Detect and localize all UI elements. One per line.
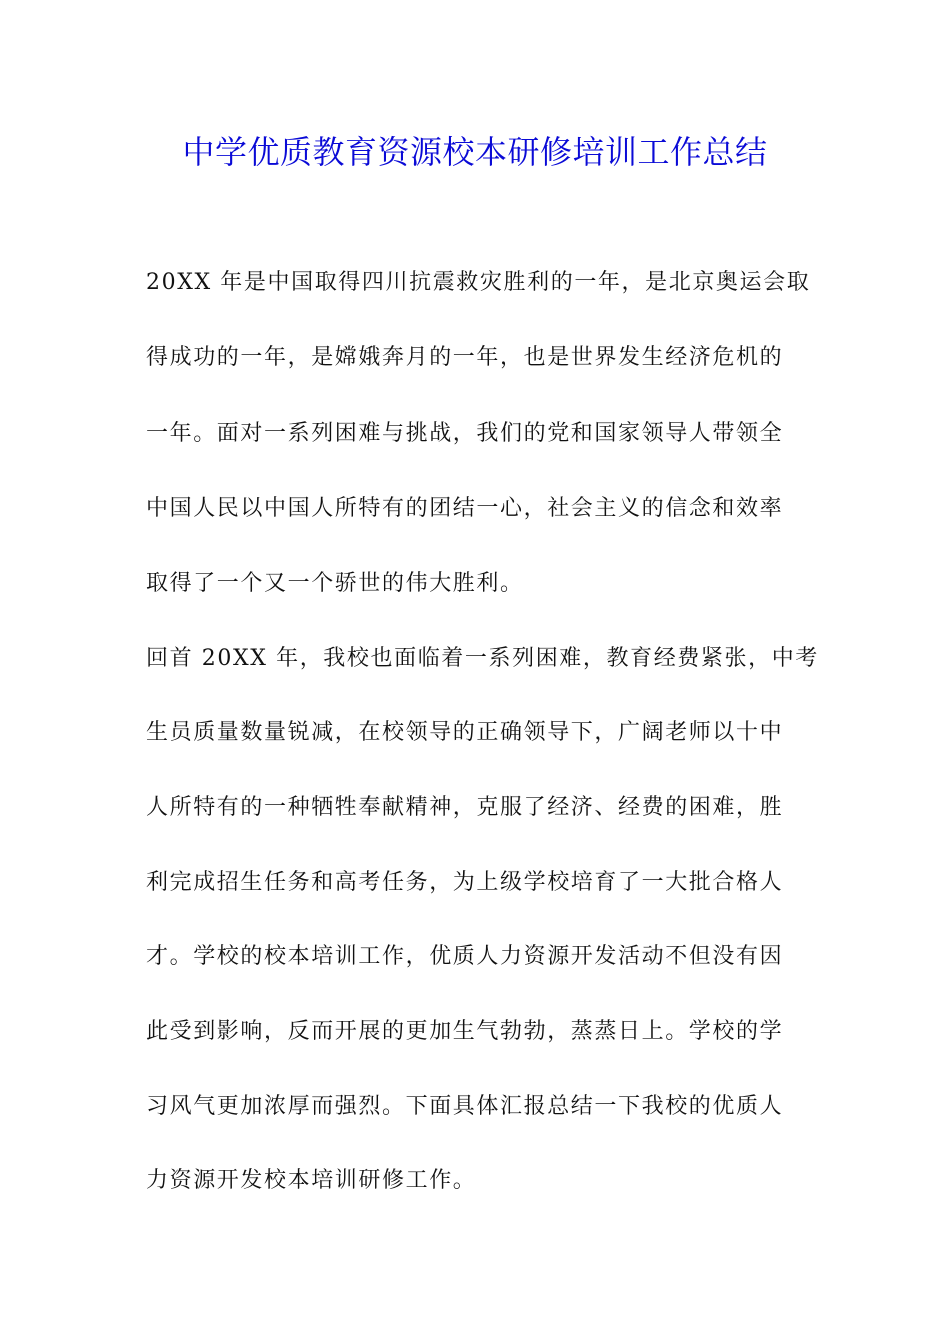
paragraph-line: 得成功的一年，是嫦娥奔月的一年，也是世界发生经济危机的	[146, 345, 784, 370]
paragraph-line: 人所特有的一种牺牲奉献精神，克服了经济、经费的困难，胜	[146, 795, 784, 820]
paragraph-line: 才。学校的校本培训工作，优质人力资源开发活动不但没有因	[146, 944, 784, 969]
paragraph-line: 中国人民以中国人所特有的团结一心，社会主义的信念和效率	[146, 496, 784, 521]
paragraph-line: 回首 20XX 年，我校也面临着一系列困难，教育经费紧张，中考	[146, 646, 819, 671]
document-title: 中学优质教育资源校本研修培训工作总结	[182, 133, 768, 171]
paragraph-line: 20XX 年是中国取得四川抗震救灾胜利的一年，是北京奥运会取	[146, 270, 811, 295]
paragraph-line: 生员质量数量锐减，在校领导的正确领导下，广阔老师以十中	[146, 720, 784, 745]
paragraph-line: 一年。面对一系列困难与挑战，我们的党和国家领导人带领全	[146, 421, 784, 446]
paragraph-line: 习风气更加浓厚而强烈。下面具体汇报总结一下我校的优质人	[146, 1094, 784, 1119]
paragraph-line: 力资源开发校本培训研修工作。	[146, 1168, 477, 1193]
paragraph-line: 利完成招生任务和高考任务，为上级学校培育了一大批合格人	[146, 870, 784, 895]
paragraph-line: 取得了一个又一个骄世的伟大胜利。	[146, 571, 524, 596]
paragraph-line: 此受到影响，反而开展的更加生气勃勃，蒸蒸日上。学校的学	[146, 1019, 784, 1044]
